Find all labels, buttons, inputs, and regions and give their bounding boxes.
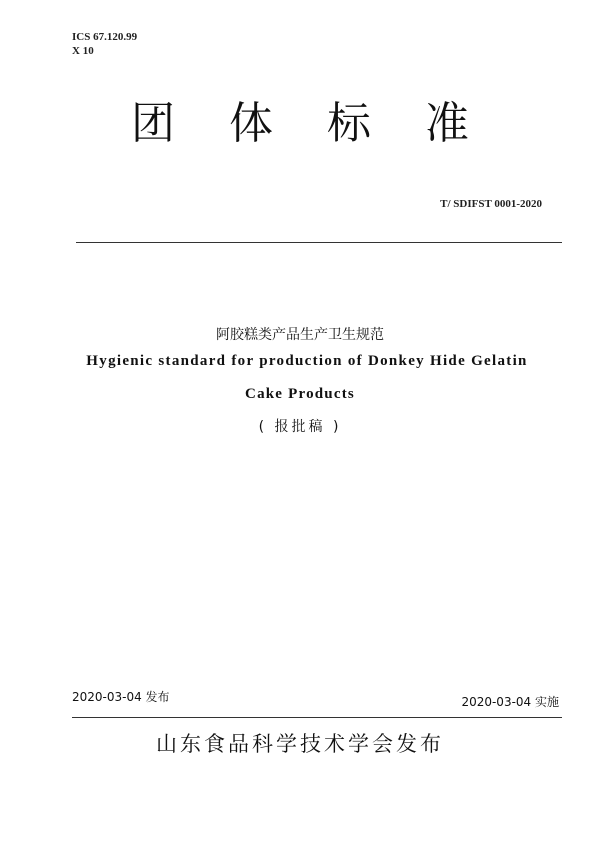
standard-number: T/ SDIFST 0001-2020 (440, 198, 542, 210)
title-english-line2: Cake Products (245, 386, 355, 402)
draft-status: ( 报批稿 ) (258, 419, 342, 435)
publish-date: 2020-03-04 发布 (72, 690, 170, 704)
ics-block (72, 30, 137, 58)
class-code: X 10 (72, 45, 94, 57)
title-chinese: 阿胶糕类产品生产卫生规范 (216, 327, 384, 343)
title-english-line1: Hygienic standard for production of Donkey Hide Gelatin (86, 353, 528, 369)
publisher-name: 山东食品科学技术学会发布 (156, 732, 444, 756)
implement-date: 2020-03-04 实施 (461, 695, 559, 709)
footer-divider (72, 717, 562, 718)
ics-code: ICS 67.120.99 (72, 31, 138, 43)
header-divider (76, 242, 562, 243)
document-type-title: 团 体 标 准 (131, 98, 489, 149)
